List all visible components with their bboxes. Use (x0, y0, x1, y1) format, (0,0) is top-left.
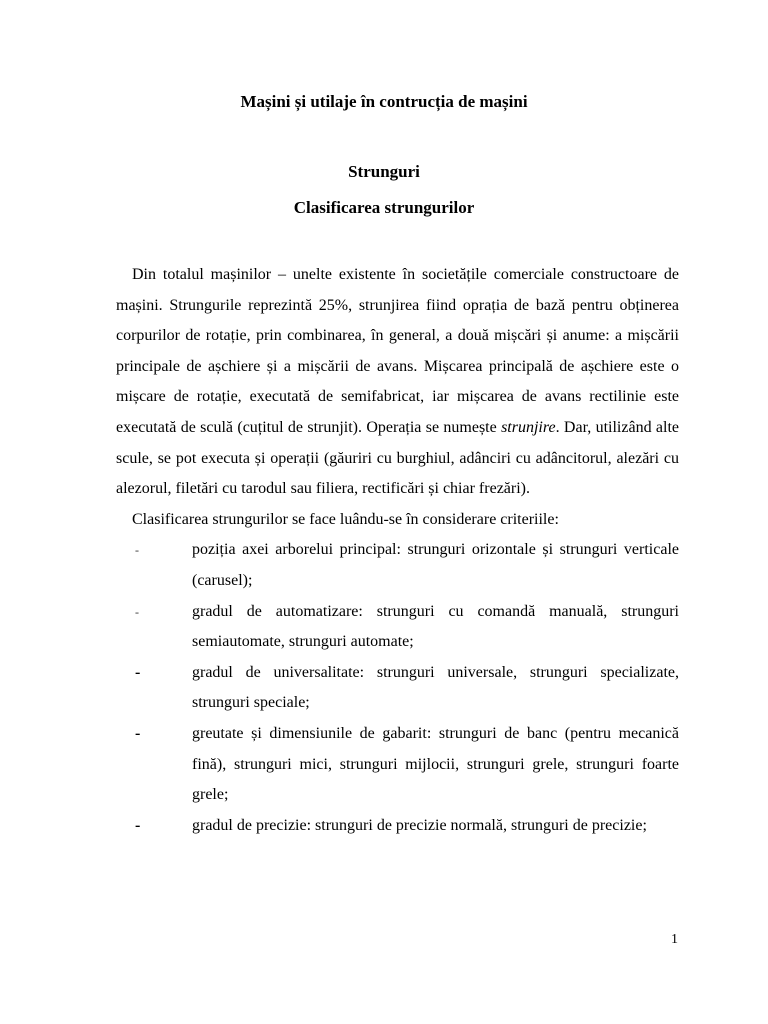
intro-paragraph-text-part-2: . Dar, utilizând alte scule, se pot executa și operații (găuriri cu burghiul, adânciri cu adâncitorul, alezări cu alezorul, filetări cu tarodul sau filiera, rectificări și chiar frezări). (116, 418, 680, 498)
list-item-text: gradul de precizie: strunguri de precizie normală, strunguri de precizie; (192, 816, 647, 834)
list-bullet: - (135, 604, 139, 619)
intro-paragraph-italic-term: strunjire (501, 418, 556, 436)
list-item (116, 658, 679, 719)
criteria-list (116, 535, 679, 841)
subsection-title: Clasificarea strungurilor (293, 198, 475, 217)
list-bullet: - (135, 663, 141, 681)
section-title: Strunguri (348, 162, 420, 181)
classification-intro: Clasificarea strungurilor se face luându-se în considerare criteriile: (132, 510, 559, 528)
list-item-text: gradul de universalitate: strunguri universale, strunguri specializate, strunguri speciale; (192, 663, 679, 712)
list-item (116, 597, 679, 658)
list-item-text: poziția axei arborelui principal: strunguri orizontale și strunguri verticale (carusel); (192, 541, 679, 589)
list-item (116, 811, 679, 842)
document-title: Mașini și utilaje în contrucția de mașini (240, 92, 528, 111)
list-bullet: - (135, 816, 141, 834)
list-item (116, 535, 679, 596)
list-item-text: gradul de automatizare: strunguri cu comandă manuală, strunguri semiautomate, strunguri automate; (192, 602, 679, 651)
document-body (116, 260, 679, 841)
page-number: 1 (671, 932, 678, 947)
list-bullet: - (135, 543, 139, 558)
list-bullet: - (135, 724, 141, 742)
list-item (116, 719, 679, 811)
intro-paragraph (116, 260, 679, 505)
intro-paragraph-text-part-1: Din totalul mașinilor – unelte existente în societățile comerciale constructoare de mașini. Strungurile reprezintă 25%, strunjirea fiind oprația de bază pentru obținerea corpurilor de rotație, prin combinarea, în general, a două mișcări și anume: a mișcării principale de așchiere și a mișcării de avans. Mișcarea principală de așchiere este o mișcare de rotație, executată de semifabricat, iar mișcarea de avans rectilinie este executată de sculă (cuțitul de strunjit). Operația se numește (116, 266, 679, 436)
list-item-text: greutate și dimensiunile de gabarit: strunguri de banc (pentru mecanică fină), strunguri mici, strunguri mijlocii, strunguri grele, strunguri foarte grele; (192, 724, 679, 804)
